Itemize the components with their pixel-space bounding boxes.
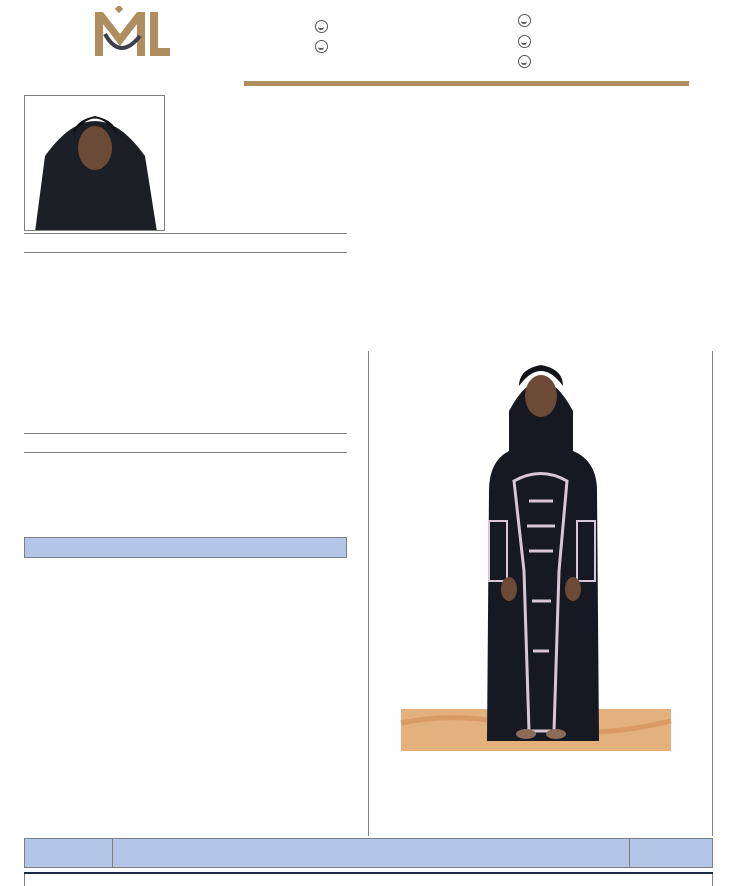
logo-mark-icon <box>40 6 230 66</box>
remarks-label <box>24 838 113 868</box>
remarks-value <box>112 838 630 868</box>
full-body-photo <box>368 351 713 836</box>
phone-right-3 <box>518 55 534 68</box>
remarks-label-ar <box>629 838 713 868</box>
phone-icon <box>518 35 531 48</box>
languages-header <box>24 697 347 718</box>
phone-left-2 <box>315 40 331 53</box>
phone-icon <box>315 20 328 33</box>
passport-info-header <box>368 233 713 253</box>
phone-right-2 <box>518 35 534 48</box>
phone-left-1 <box>315 20 331 33</box>
logo <box>40 6 230 94</box>
overseas-header <box>24 433 347 453</box>
phone-right-1 <box>518 14 534 27</box>
phone-icon <box>518 14 531 27</box>
phone-icon <box>518 55 531 68</box>
personal-info-header <box>24 233 347 253</box>
phone-icon <box>315 40 328 53</box>
bottom-border <box>24 874 713 886</box>
skills-header <box>24 537 347 558</box>
header-gold-line <box>244 81 689 86</box>
headshot-photo <box>24 95 165 231</box>
